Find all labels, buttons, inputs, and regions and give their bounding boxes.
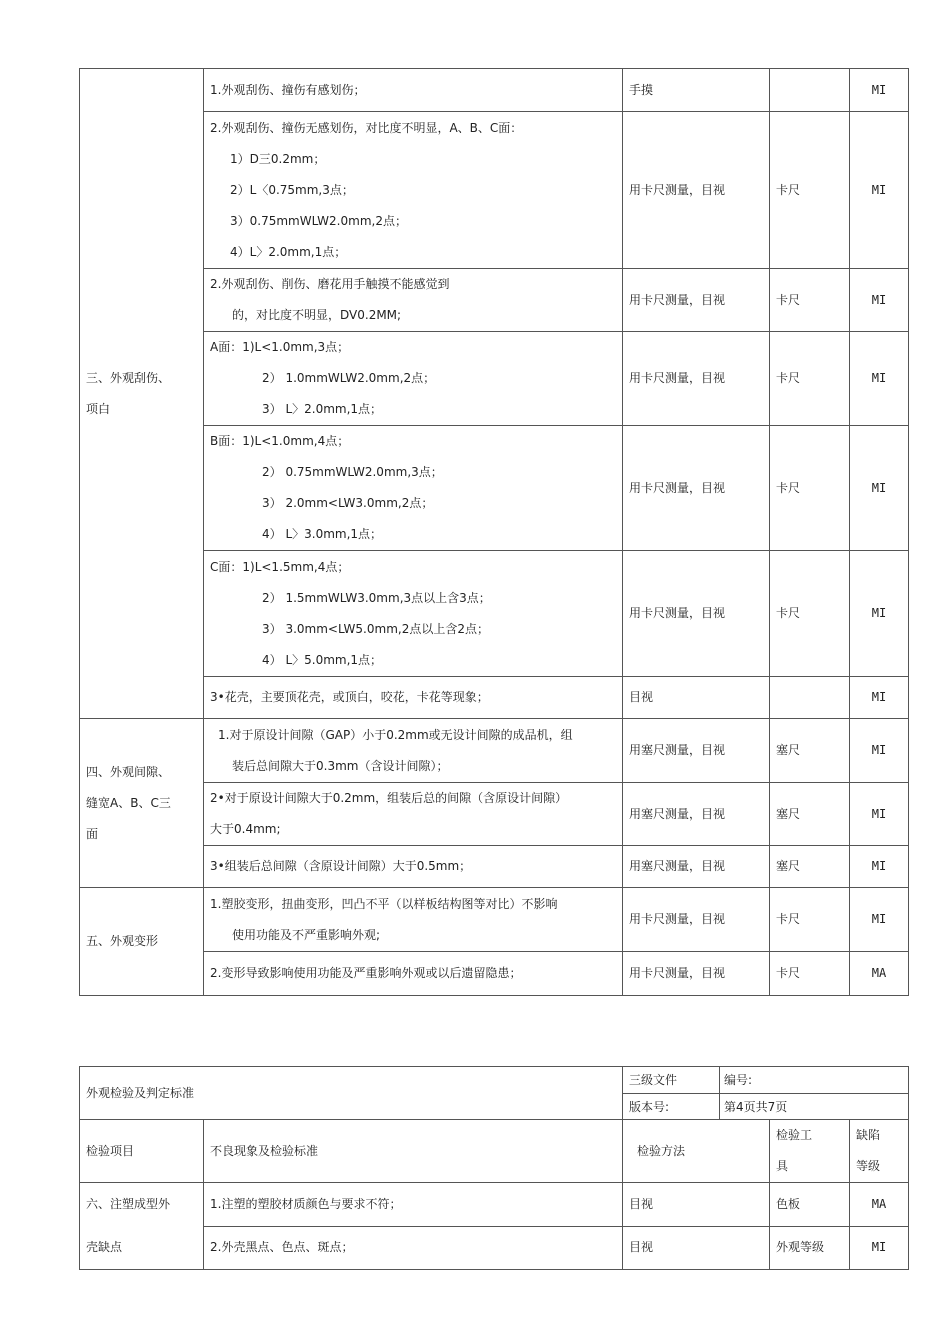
inspection-tool: 塞尺	[770, 719, 850, 783]
defect-criteria: A面：1)L<1.0mm,3点； 2） 1.0mmWLW2.0mm,2点； 3） L〉2.0mm,1点；	[204, 332, 623, 426]
inspection-tool: 卡尺	[770, 332, 850, 426]
inspection-table-continued	[79, 68, 909, 996]
header-defect: 不良现象及检验标准	[204, 1120, 623, 1183]
inspection-method: 用塞尺测量，目视	[623, 719, 770, 783]
version-label: 版本号:	[623, 1094, 720, 1120]
defect-grade: MI	[850, 551, 909, 677]
table-row	[80, 1226, 909, 1270]
inspection-tool: 卡尺	[770, 888, 850, 952]
table-row	[80, 677, 909, 719]
defect-criteria: B面：1)L<1.0mm,4点； 2） 0.75mmWLW2.0mm,3点； 3） 2.0mm<LW3.0mm,2点； 4） L〉3.0mm,1点；	[204, 426, 623, 551]
defect-grade: MI	[850, 783, 909, 846]
inspection-method: 用卡尺测量，目视	[623, 269, 770, 332]
inspection-method: 用卡尺测量，目视	[623, 952, 770, 996]
title-row	[80, 1067, 909, 1094]
inspection-tool: 卡尺	[770, 112, 850, 269]
section-title-scratch: 三、外观刮伤、 项白	[80, 69, 204, 719]
table-row	[80, 332, 909, 426]
inspection-method: 用卡尺测量，目视	[623, 551, 770, 677]
defect-grade: MA	[850, 1183, 909, 1227]
inspection-tool: 卡尺	[770, 426, 850, 551]
header-tool: 检验工 具	[770, 1120, 850, 1183]
inspection-tool: 卡尺	[770, 952, 850, 996]
header-grade: 缺陷 等级	[850, 1120, 909, 1183]
defect-criteria: 1.塑胶变形，扭曲变形，凹凸不平（以样板结构图等对比）不影响 使用功能及不严重影响外观;	[204, 888, 623, 952]
inspection-tool: 卡尺	[770, 551, 850, 677]
section-title-gap: 四、外观间隙、 缝宽A、B、C三 面	[80, 719, 204, 888]
inspection-standard-header-table	[79, 1066, 909, 1270]
table-row	[80, 719, 909, 783]
header-method: 检验方法	[623, 1120, 770, 1183]
defect-criteria: 1.注塑的塑胶材质颜色与要求不符；	[204, 1183, 623, 1227]
inspection-method: 目视	[623, 1226, 770, 1270]
inspection-method: 用塞尺测量，目视	[623, 783, 770, 846]
table-row	[80, 551, 909, 677]
defect-criteria: 1.对于原设计间隙（GAP）小于0.2mm或无设计间隙的成品机，组 装后总间隙大于0.3mm（含设计间隙）；	[204, 719, 623, 783]
inspection-method: 手摸	[623, 69, 770, 112]
table-row	[80, 69, 909, 112]
table-row	[80, 112, 909, 269]
table-row	[80, 1183, 909, 1227]
defect-criteria: 2.外壳黑点、色点、斑点；	[204, 1226, 623, 1270]
defect-grade: MI	[850, 719, 909, 783]
section-title-deformation: 五、外观变形	[80, 888, 204, 996]
defect-criteria: 1.外观刮伤、撞伤有感划伤；	[204, 69, 623, 112]
inspection-method: 用卡尺测量，目视	[623, 888, 770, 952]
defect-grade: MA	[850, 952, 909, 996]
defect-grade: MI	[850, 846, 909, 888]
doc-level-label: 三级文件	[623, 1067, 720, 1094]
inspection-tool: 塞尺	[770, 783, 850, 846]
defect-grade: MI	[850, 332, 909, 426]
table-row	[80, 269, 909, 332]
inspection-method: 目视	[623, 677, 770, 719]
header-item: 检验项目	[80, 1120, 204, 1183]
defect-grade: MI	[850, 112, 909, 269]
defect-criteria: 3•花壳，主要顶花壳，或顶白，咬花，卡花等现象；	[204, 677, 623, 719]
defect-criteria: 2•对于原设计间隙大于0.2mm，组装后总的间隙（含原设计间隙） 大于0.4mm;	[204, 783, 623, 846]
inspection-tool: 色板	[770, 1183, 850, 1227]
inspection-tool	[770, 69, 850, 112]
inspection-method: 目视	[623, 1183, 770, 1227]
inspection-tool	[770, 677, 850, 719]
inspection-method: 用卡尺测量，目视	[623, 112, 770, 269]
defect-grade: MI	[850, 426, 909, 551]
table-row	[80, 846, 909, 888]
defect-criteria: 2.变形导致影响使用功能及严重影响外观或以后遗留隐患；	[204, 952, 623, 996]
defect-criteria: 2.外观刮伤、削伤、磨花用手触摸不能感觉到 的，对比度不明显，DV0.2MM;	[204, 269, 623, 332]
defect-grade: MI	[850, 677, 909, 719]
table-row	[80, 952, 909, 996]
defect-grade: MI	[850, 269, 909, 332]
section-title-molding: 六、注塑成型外 壳缺点	[80, 1183, 204, 1270]
table-row	[80, 783, 909, 846]
defect-criteria: 2.外观刮伤、撞伤无感划伤，对比度不明显，A、B、C面： 1）D三0.2mm； 2）L〈0.75mm,3点； 3）0.75mmWLW2.0mm,2点； 4）L〉2.0mm,1点；	[204, 112, 623, 269]
defect-grade: MI	[850, 1226, 909, 1270]
defect-criteria: C面：1)L<1.5mm,4点； 2） 1.5mmWLW3.0mm,3点以上含3点； 3） 3.0mm<LW5.0mm,2点以上含2点； 4） L〉5.0mm,1点；	[204, 551, 623, 677]
page-info: 第4页共7页	[720, 1094, 909, 1120]
table-row	[80, 426, 909, 551]
inspection-tool: 外观等级	[770, 1226, 850, 1270]
defect-grade: MI	[850, 888, 909, 952]
doc-number-label: 编号:	[720, 1067, 909, 1094]
table-row	[80, 888, 909, 952]
inspection-tool: 塞尺	[770, 846, 850, 888]
defect-criteria: 3•组装后总间隙（含原设计间隙）大于0.5mm；	[204, 846, 623, 888]
inspection-tool: 卡尺	[770, 269, 850, 332]
document-title: 外观检验及判定标准	[80, 1067, 623, 1120]
inspection-method: 用卡尺测量，目视	[623, 426, 770, 551]
inspection-method: 用塞尺测量，目视	[623, 846, 770, 888]
defect-grade: MI	[850, 69, 909, 112]
header-row	[80, 1120, 909, 1183]
inspection-method: 用卡尺测量，目视	[623, 332, 770, 426]
